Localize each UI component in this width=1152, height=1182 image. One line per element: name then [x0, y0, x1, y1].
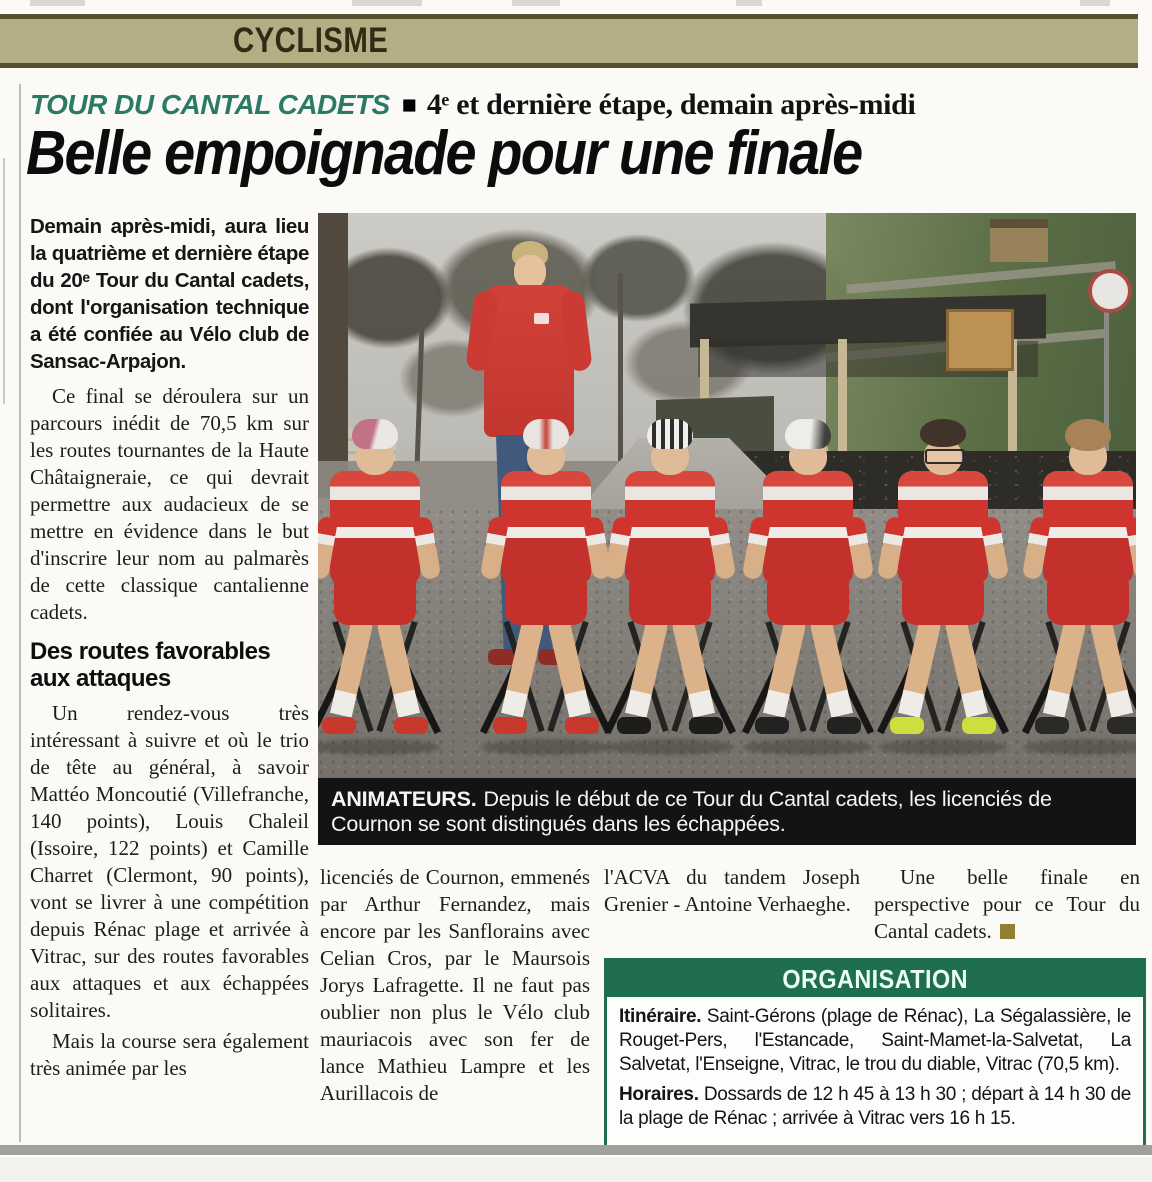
page-edge-mark	[1080, 0, 1110, 6]
article-left-column	[30, 213, 309, 1145]
crosshead: Des routes favorables aux attaques	[30, 638, 271, 692]
column-rule	[3, 158, 5, 404]
cyclist-part	[898, 471, 988, 583]
organisation-box	[604, 958, 1146, 1148]
cyclist-part	[796, 569, 822, 587]
page-edge-mark	[736, 0, 762, 6]
article-column-3: l'ACVA du tandem Joseph Grenier - Antoine Verhaeghe.	[604, 865, 860, 916]
item-text: Dossards de 12 h 45 à 13 h 30 ; départ à 14 h 30 de la plage de Rénac ; arrivée à Vitrac vers 16 h 15.	[619, 1084, 1131, 1129]
caption-label: ANIMATEURS.	[331, 787, 477, 811]
organisation-item	[619, 1005, 1131, 1077]
cyclist-part	[493, 717, 527, 734]
cyclist-part	[481, 739, 611, 755]
cyclist-part	[647, 419, 693, 449]
page-edge-mark	[512, 0, 560, 6]
cyclist-figure	[605, 419, 735, 769]
caption-text: Depuis le début de ce Tour du Cantal cadets, les licenciés de Cournon se sont distingués dans les échappées.	[331, 787, 1052, 836]
cyclist-part	[352, 419, 398, 449]
cyclist-part	[743, 739, 873, 755]
cyclist-part	[785, 419, 831, 449]
paragraph: Mais la course sera également très animée par les	[30, 1029, 309, 1080]
cyclist-part	[501, 471, 591, 583]
cyclist-part	[890, 717, 924, 734]
cyclist-figure	[481, 419, 611, 769]
organisation-body	[607, 997, 1143, 1145]
cyclist-part	[322, 717, 356, 734]
article-column-2: licenciés de Cournon, emmenés par Arthur Fernandez, mais encore par les Sanflorains avec Celian Cros, par le Maursois Jorys Lafragette. Il ne faut pas oublier non plus le Vélo club mauriacois avec son fer de lance Mathieu Lampre et les Aurillacois de	[320, 865, 590, 1105]
page-bottom-margin	[0, 1155, 1152, 1182]
cyclist-part	[625, 471, 715, 583]
cyclist-part	[962, 717, 996, 734]
page-edge-mark	[352, 0, 422, 6]
item-label: Itinéraire.	[619, 1006, 702, 1027]
cyclist-part	[565, 717, 599, 734]
cyclist-part	[931, 569, 957, 587]
cyclist-part	[617, 717, 651, 734]
square-bullet-icon: ■	[401, 90, 417, 119]
cyclist-part	[1035, 717, 1069, 734]
road-sign-icon	[1088, 269, 1132, 313]
lead-paragraph: Demain après-midi, aura lieu la quatrième et dernière étape du 20ᵉ Tour du Cantal cadets, dont l'organisation technique a été confiée au Vélo club de Sansac-Arpajon.	[30, 215, 309, 373]
cyclist-part	[1107, 717, 1136, 734]
section-banner	[0, 14, 1138, 68]
cyclist-part	[925, 449, 965, 464]
cyclist-part	[689, 717, 723, 734]
cyclist-part	[755, 717, 789, 734]
cyclist-part	[1023, 739, 1136, 755]
item-label: Horaires.	[619, 1084, 699, 1105]
series-title: TOUR DU CANTAL CADETS	[30, 89, 390, 120]
item-text: Saint-Gérons (plage de Rénac), La Ségalassière, le Rouget-Pers, l'Estancade, Saint-Mamet-la-Salvetat, La Salvetat, l'Enseigne, Vitrac, le trou du diable, Vitrac (70,5 km).	[619, 1006, 1131, 1075]
photo-caption	[318, 778, 1136, 845]
cyclist-figure	[1023, 419, 1136, 769]
cyclist-figure	[743, 419, 873, 769]
organisation-title: ORGANISATION	[782, 963, 968, 994]
cyclist-figure	[878, 419, 1008, 769]
cyclist-part	[878, 739, 1008, 755]
headline: Belle empoignade pour une finale	[26, 119, 862, 188]
cyclist-part	[363, 569, 389, 587]
cyclist-part	[763, 471, 853, 583]
cyclist-part	[1043, 471, 1133, 583]
cyclist-part	[1065, 419, 1111, 451]
cyclist-part	[534, 569, 560, 587]
end-mark-icon	[1000, 924, 1015, 939]
cyclist-part	[658, 569, 684, 587]
page-edge-mark	[30, 0, 85, 6]
cyclist-part	[605, 739, 735, 755]
organisation-item	[619, 1083, 1131, 1131]
kicker-text: 4ᵉ et dernière étape, demain après-midi	[426, 88, 916, 121]
cyclist-part	[1076, 569, 1102, 587]
article-photo	[318, 213, 1136, 778]
column-rule	[19, 84, 21, 1142]
wooden-play-structure	[946, 309, 1014, 371]
cyclist-part	[318, 739, 440, 755]
organisation-header	[607, 961, 1143, 997]
paragraph: Un rendez-vous très intéressant à suivre et où le trio de tête au général, à savoir Mattéo Moncoutié (Villefranche, 140 points), Louis Chaleil (Issoire, 122 points) et Camille Charret (Clermont, 90 points), vont se livrer à une compétition depuis Rénac plage et arrivée à Vitrac, sur des routes favorables aux attaques et aux échappées solitaires.	[30, 701, 309, 1022]
small-hut	[990, 219, 1048, 262]
section-label: CYCLISME	[233, 21, 389, 60]
cyclist-part	[330, 471, 420, 583]
cyclist-figure	[318, 419, 440, 769]
cyclist-part	[394, 717, 428, 734]
cyclist-part	[827, 717, 861, 734]
page-bottom-rule	[0, 1145, 1152, 1155]
paragraph: Ce final se déroulera sur un parcours inédit de 70,5 km sur les routes tournantes de la Haute Châtaigneraie, ce qui devrait permettre aux audacieux de se mettre en évidence dans le but d'inscrire leur nom au palmarès de cette classique cantalienne cadets.	[30, 384, 309, 624]
column-4-text: Une belle finale en perspective pour ce Tour du Cantal cadets.	[874, 865, 1140, 943]
cyclist-part	[523, 419, 569, 449]
cyclist-part	[920, 419, 966, 447]
article-column-4	[874, 864, 1140, 945]
